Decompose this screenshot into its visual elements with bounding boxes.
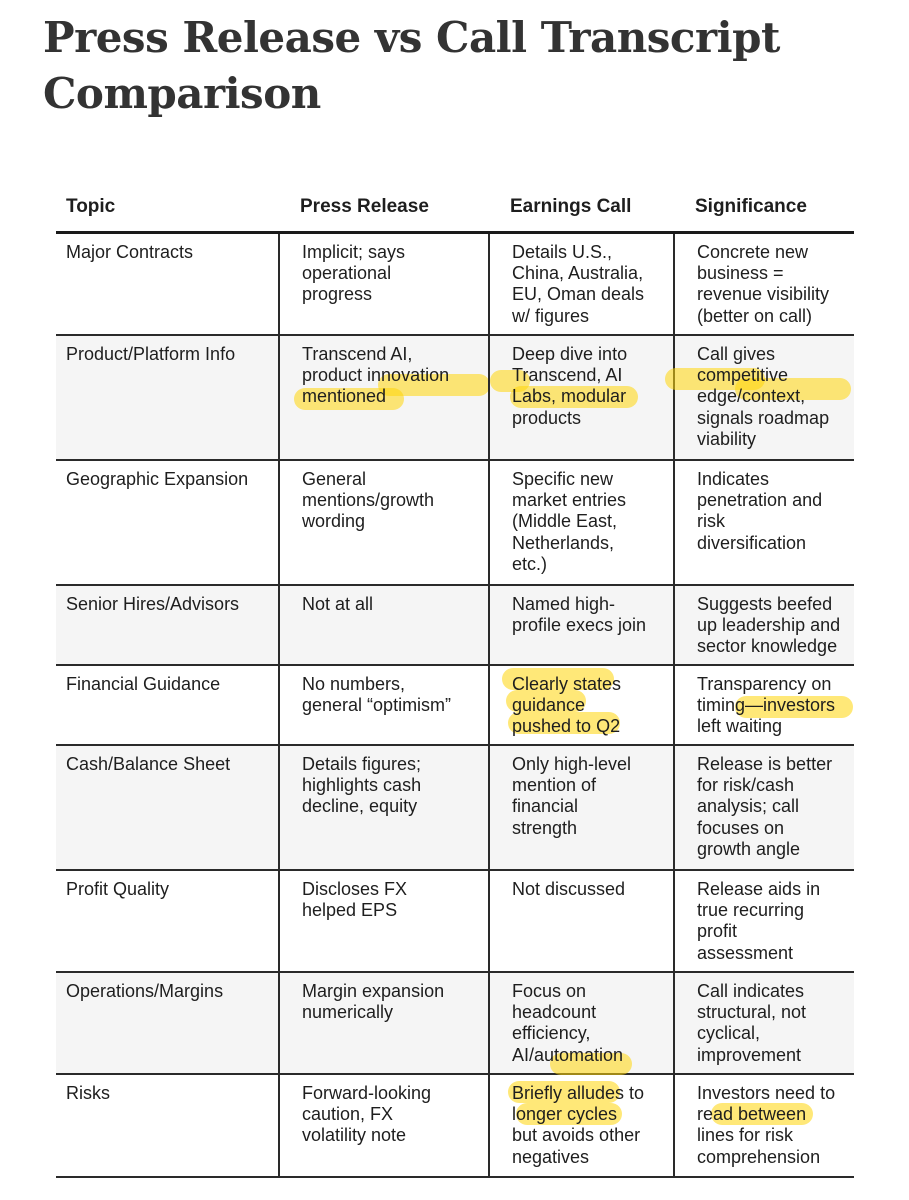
cell-text: Profit Quality <box>66 879 170 899</box>
topic-cell <box>56 746 278 869</box>
table-row <box>56 586 854 666</box>
press-release-cell <box>278 461 488 584</box>
cell-text: Risks <box>66 1083 110 1103</box>
press-release-cell <box>278 746 488 869</box>
cell-text: Deep dive into Transcend, AI Labs, modular products <box>512 344 628 428</box>
table-row <box>56 871 854 973</box>
column-header-press-release: Press Release <box>300 196 429 217</box>
cell-text: Clearly states guidance pushed to Q2 <box>512 674 622 737</box>
cell-text: Not discussed <box>512 879 626 899</box>
table-row <box>56 746 854 871</box>
earnings-call-cell <box>488 746 673 869</box>
cell-text: Major Contracts <box>66 242 194 262</box>
earnings-call-cell <box>488 336 673 459</box>
cell-text: Geographic Expansion <box>66 469 249 489</box>
column-header-significance: Significance <box>695 196 807 217</box>
cell-text: Operations/Margins <box>66 981 224 1001</box>
cell-text: Transparency on timing—investors left waiting <box>697 674 836 737</box>
table-row <box>56 666 854 746</box>
cell-text: Focus on headcount efficiency, AI/automation <box>512 981 624 1065</box>
cell-text: Forward-looking caution, FX volatility note <box>302 1083 432 1146</box>
table-header-row <box>56 186 854 234</box>
significance-cell <box>673 234 854 334</box>
table-row <box>56 973 854 1075</box>
topic-cell <box>56 336 278 459</box>
earnings-call-cell <box>488 666 673 744</box>
significance-cell <box>673 336 854 459</box>
cell-text: Financial Guidance <box>66 674 221 694</box>
press-release-cell <box>278 586 488 664</box>
cell-text: Discloses FX helped EPS <box>302 879 408 921</box>
significance-cell <box>673 666 854 744</box>
comparison-table <box>56 186 854 1178</box>
topic-cell <box>56 586 278 664</box>
significance-cell <box>673 586 854 664</box>
cell-text: No numbers, general “optimism” <box>302 674 452 716</box>
topic-cell <box>56 871 278 971</box>
topic-cell <box>56 973 278 1073</box>
cell-text: Call indicates structural, not cyclical, improvement <box>697 981 807 1065</box>
earnings-call-cell <box>488 973 673 1073</box>
cell-text: Details figures; highlights cash decline, equity <box>302 754 422 817</box>
topic-cell <box>56 1075 278 1176</box>
cell-text: Release is better for risk/cash analysis; call focuses on growth angle <box>697 754 833 859</box>
topic-cell <box>56 666 278 744</box>
table-row <box>56 461 854 586</box>
earnings-call-cell <box>488 461 673 584</box>
cell-text: Implicit; says operational progress <box>302 242 406 305</box>
cell-text: Transcend AI, product innovation mentioned <box>302 344 450 407</box>
press-release-cell <box>278 234 488 334</box>
earnings-call-cell <box>488 871 673 971</box>
earnings-call-cell <box>488 1075 673 1176</box>
significance-cell <box>673 871 854 971</box>
cell-text: Only high-level mention of financial strength <box>512 754 632 838</box>
significance-cell <box>673 461 854 584</box>
press-release-cell <box>278 871 488 971</box>
cell-text: Margin expansion numerically <box>302 981 445 1023</box>
cell-text: Briefly alludes to longer cycles but avoids other negatives <box>512 1083 645 1167</box>
table-row <box>56 234 854 336</box>
significance-cell <box>673 973 854 1073</box>
press-release-cell <box>278 973 488 1073</box>
cell-text: Details U.S., China, Australia, EU, Oman deals w/ figures <box>512 242 645 326</box>
cell-text: Not at all <box>302 594 374 614</box>
table-row <box>56 336 854 461</box>
cell-text: Product/Platform Info <box>66 344 236 364</box>
cell-text: General mentions/growth wording <box>302 469 435 532</box>
press-release-cell <box>278 336 488 459</box>
cell-text: Suggests beefed up leadership and sector knowledge <box>697 594 841 657</box>
earnings-call-cell <box>488 234 673 334</box>
topic-cell <box>56 461 278 584</box>
cell-text: Release aids in true recurring profit assessment <box>697 879 821 963</box>
page-title: Press Release vs Call Transcript Comparison <box>43 13 780 118</box>
earnings-call-cell <box>488 586 673 664</box>
topic-cell <box>56 234 278 334</box>
column-header-topic: Topic <box>66 196 116 217</box>
cell-text: Cash/Balance Sheet <box>66 754 231 774</box>
press-release-cell <box>278 1075 488 1176</box>
press-release-cell <box>278 666 488 744</box>
cell-text: Senior Hires/Advisors <box>66 594 240 614</box>
cell-text: Named high- profile execs join <box>512 594 647 636</box>
cell-text: Investors need to read between lines for risk comprehension <box>697 1083 836 1167</box>
column-header-earnings-call: Earnings Call <box>510 196 632 217</box>
cell-text: Specific new market entries (Middle East, Netherlands, etc.) <box>512 469 627 574</box>
table-row <box>56 1075 854 1178</box>
significance-cell <box>673 1075 854 1176</box>
significance-cell <box>673 746 854 869</box>
cell-text: Call gives competitive edge/context, signals roadmap viability <box>697 344 830 449</box>
cell-text: Concrete new business = revenue visibility (better on call) <box>697 242 830 326</box>
cell-text: Indicates penetration and risk diversification <box>697 469 823 553</box>
